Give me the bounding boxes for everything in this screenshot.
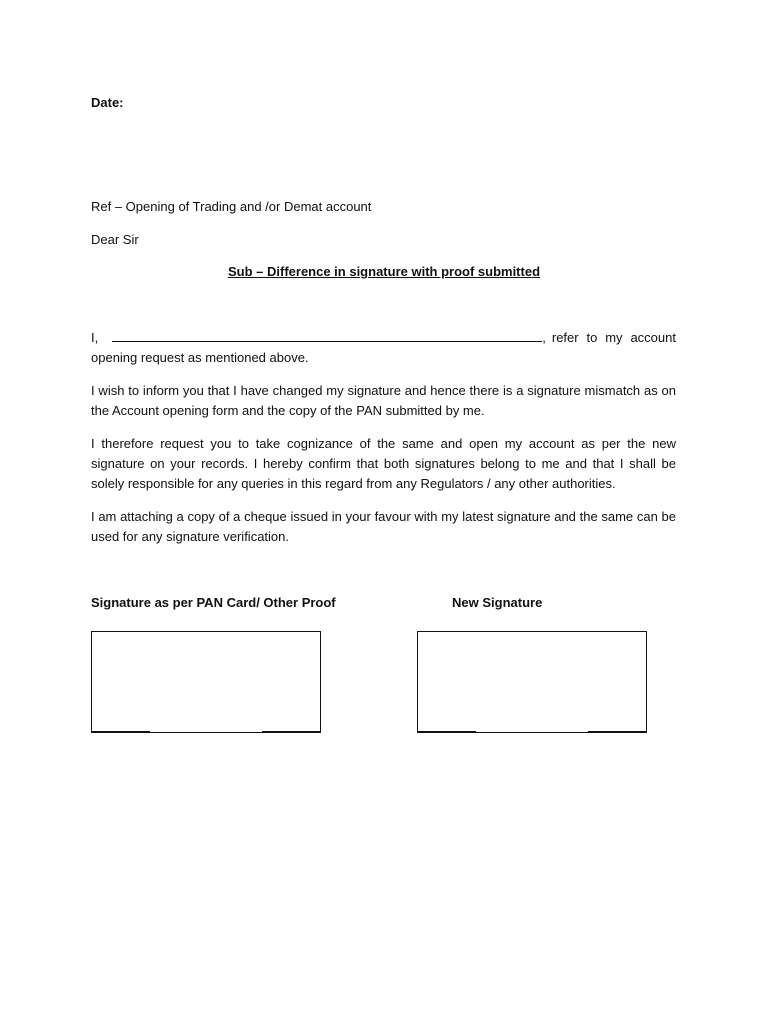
paragraph-request: I therefore request you to take cognizance of the same and open my account as per the new signature on your records. I hereby confirm that both signatures belong to me and that I shall be solely responsible for any queries in this regard from any Regulators / any other authorities. [91, 436, 676, 491]
new-signature-label: New Signature [452, 595, 543, 610]
declaration-continuation: opening request as mentioned above. [91, 350, 309, 365]
box-base-mark [588, 731, 646, 733]
old-signature-box [91, 631, 321, 733]
box-base-mark [262, 731, 320, 733]
declaration-word: account [630, 330, 676, 345]
name-blank-line [112, 329, 542, 342]
salutation: Dear Sir [91, 232, 139, 247]
declaration-prefix: I, [91, 330, 99, 345]
old-signature-label: Signature as per PAN Card/ Other Proof [91, 595, 336, 610]
box-base-mark [92, 731, 150, 733]
new-signature-box [417, 631, 647, 733]
paragraph-declaration [91, 328, 676, 368]
paragraph-cheque: I am attaching a copy of a cheque issued in your favour with my latest signature and the same can be used for any signature verification. [91, 509, 676, 544]
paragraph-signature-change: I wish to inform you that I have changed my signature and hence there is a signature mismatch as on the Account opening form and the copy of the PAN submitted by me. [91, 383, 676, 418]
declaration-words [552, 328, 676, 348]
declaration-first-row [91, 328, 676, 348]
reference-line: Ref – Opening of Trading and /or Demat account [91, 199, 372, 214]
declaration-word: refer [551, 330, 579, 345]
declaration-word: to [586, 330, 598, 345]
declaration-word: my [605, 330, 623, 345]
box-base-mark [418, 731, 476, 733]
declaration-comma: , [542, 330, 546, 345]
date-label: Date: [91, 95, 124, 110]
subject-line: Sub – Difference in signature with proof submitted [227, 264, 541, 279]
